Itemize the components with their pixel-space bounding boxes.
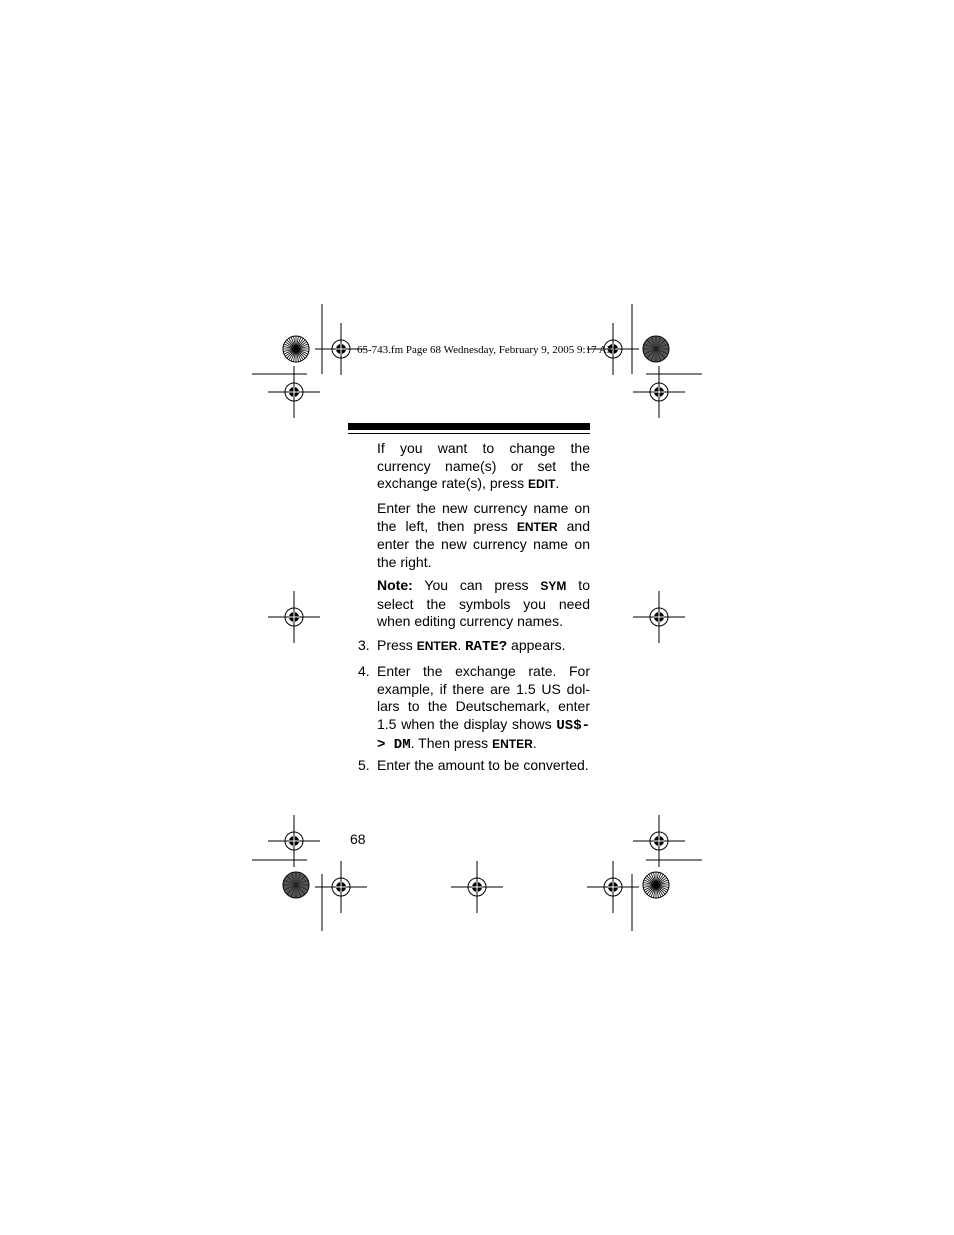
note-label: Note:: [377, 577, 413, 593]
step-5: Enter the amount to be converted.: [377, 757, 589, 773]
step-4-number: 4.: [358, 663, 370, 679]
page-number: 68: [350, 831, 366, 847]
header-rule-thin: [348, 433, 590, 434]
step-3-number: 3.: [358, 637, 370, 653]
print-slug: 65-743.fm Page 68 Wednesday, February 9, 2005 9:17 AM: [357, 344, 617, 356]
edit-paragraph: If you want to change the currency name(s) or set the exchange rate(s), press EDIT.: [377, 440, 590, 491]
enter-key: ENTER: [416, 639, 458, 653]
step-5-number: 5.: [358, 757, 370, 773]
display-text-us-dm: US$-> DM: [377, 717, 590, 753]
enter-name-paragraph: Enter the new currency name on the left, then press ENTER and enter the new currency name on the right.: [377, 500, 590, 570]
edit-key: EDIT: [527, 477, 556, 491]
enter-key: ENTER: [516, 519, 558, 534]
sym-key: SYM: [540, 579, 567, 593]
step-3: Press ENTER. RATE? appears.: [377, 637, 566, 655]
header-rule-thick: [348, 423, 590, 430]
display-text-rate: RATE?: [465, 639, 508, 655]
enter-key: ENTER: [492, 737, 533, 751]
note-paragraph: Note: You can press SYM to select the symbols you need when editing currency names.: [377, 577, 590, 629]
step-4: Enter the exchange rate. For example, if there are 1.5 US dol-lars to the Deutschemark, enter 1.5 when the display shows US$-> DM. Then press ENTER.: [377, 663, 590, 753]
